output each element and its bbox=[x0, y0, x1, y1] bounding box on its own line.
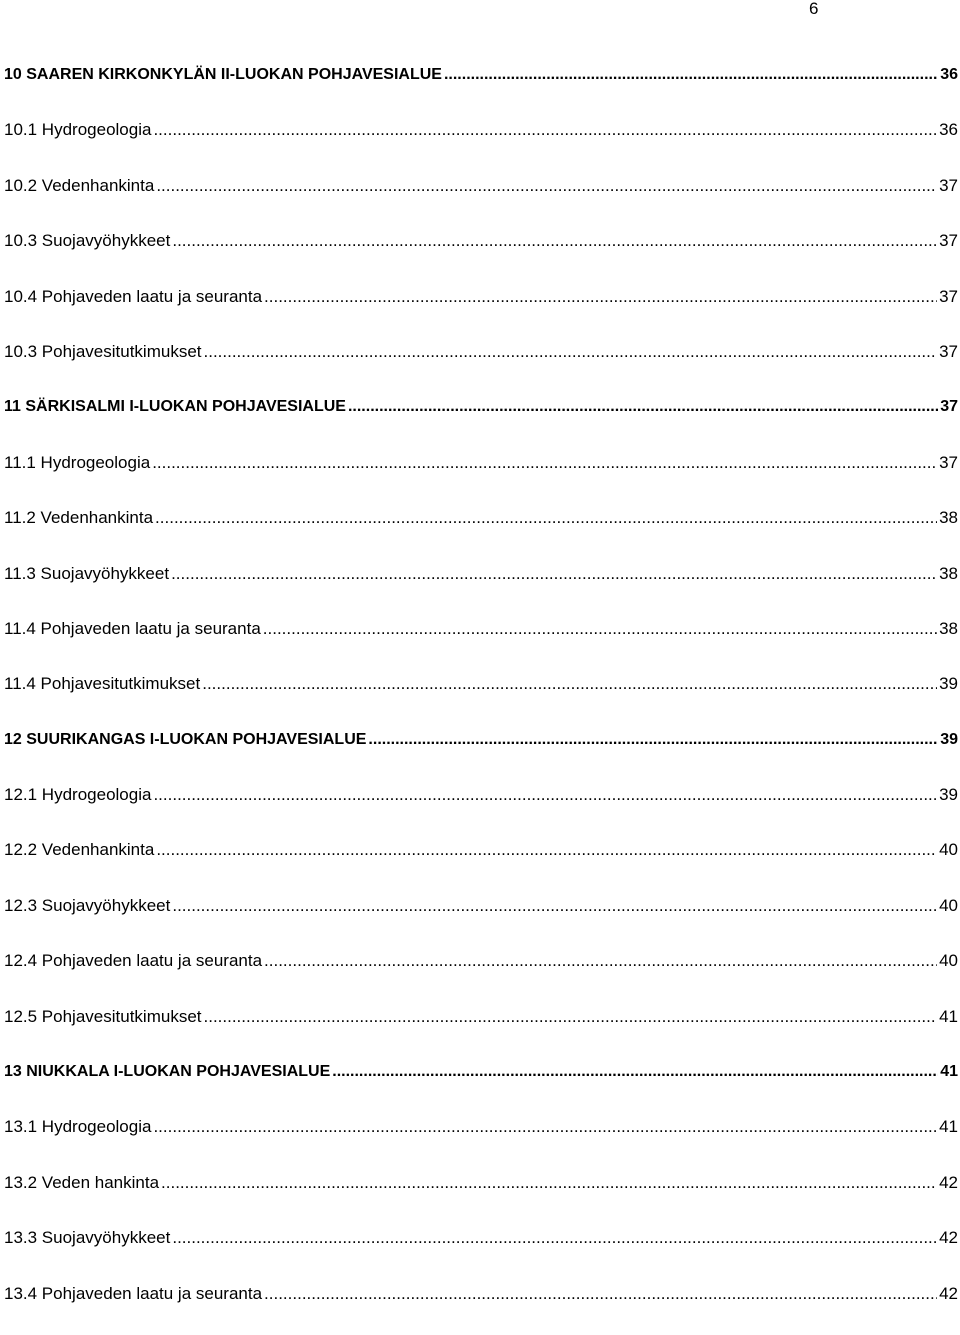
toc-dot-leader bbox=[153, 116, 937, 144]
toc-entry-page: 37 bbox=[939, 286, 958, 306]
toc-dot-leader bbox=[264, 947, 937, 975]
toc-dot-leader bbox=[263, 615, 937, 643]
toc-entry-title: 13 NIUKKALA I-LUOKAN POHJAVESIALUE bbox=[4, 1063, 331, 1081]
toc-entry-page: 36 bbox=[940, 66, 958, 83]
toc-section-entry[interactable] bbox=[0, 560, 960, 588]
toc-entry-page: 40 bbox=[939, 951, 958, 971]
toc-entry-title: 12.4 Pohjaveden laatu ja seuranta bbox=[4, 951, 263, 971]
toc-section-entry[interactable] bbox=[0, 947, 960, 975]
toc-entry-page: 41 bbox=[939, 1006, 958, 1026]
toc-entry-page: 38 bbox=[939, 563, 958, 583]
toc-entry-page: 37 bbox=[939, 175, 958, 195]
toc-entry-title: 12.2 Vedenhankinta bbox=[4, 840, 155, 860]
toc-dot-leader bbox=[152, 449, 937, 477]
toc-entry-page: 42 bbox=[939, 1228, 958, 1248]
toc-entry-title: 11.2 Vedenhankinta bbox=[4, 508, 154, 528]
toc-section-entry[interactable] bbox=[0, 504, 960, 532]
toc-dot-leader bbox=[153, 1113, 937, 1141]
toc-entry-page: 37 bbox=[939, 452, 958, 472]
toc-section-entry[interactable] bbox=[0, 1169, 960, 1197]
toc-section-entry[interactable] bbox=[0, 892, 960, 920]
toc-entry-page: 38 bbox=[939, 508, 958, 528]
toc-entry-page: 37 bbox=[939, 341, 958, 361]
toc-entry-page: 41 bbox=[939, 1117, 958, 1137]
toc-chapter-entry[interactable] bbox=[0, 726, 960, 754]
toc-dot-leader bbox=[264, 1280, 937, 1308]
toc-dot-leader bbox=[348, 393, 938, 421]
toc-entry-title: 11.1 Hydrogeologia bbox=[4, 452, 151, 472]
toc-section-entry[interactable] bbox=[0, 172, 960, 200]
page-number: 6 bbox=[809, 0, 819, 18]
toc-entry-page: 39 bbox=[939, 785, 958, 805]
toc-section-entry[interactable] bbox=[0, 338, 960, 366]
toc-section-entry[interactable] bbox=[0, 1113, 960, 1141]
toc-entry-title: 10.3 Pohjavesitutkimukset bbox=[4, 341, 202, 361]
toc-entry-page: 37 bbox=[940, 398, 958, 416]
toc-entry-page: 39 bbox=[940, 730, 958, 748]
toc-dot-leader bbox=[172, 1224, 937, 1252]
toc-dot-leader bbox=[153, 781, 937, 809]
toc-entry-title: 13.2 Veden hankinta bbox=[4, 1172, 160, 1192]
toc-dot-leader bbox=[368, 726, 938, 754]
toc-section-entry[interactable] bbox=[0, 670, 960, 698]
toc-section-entry[interactable] bbox=[0, 1003, 960, 1031]
toc-entry-page: 40 bbox=[939, 895, 958, 915]
toc-dot-leader bbox=[332, 1058, 938, 1086]
toc-entry-title: 10.4 Pohjaveden laatu ja seuranta bbox=[4, 286, 263, 306]
toc-entry-title: 13.1 Hydrogeologia bbox=[4, 1117, 152, 1137]
toc-dot-leader bbox=[161, 1169, 937, 1197]
toc-dot-leader bbox=[204, 338, 938, 366]
toc-entry-page: 38 bbox=[939, 618, 958, 638]
toc-dot-leader bbox=[155, 504, 937, 532]
toc-section-entry[interactable] bbox=[0, 283, 960, 311]
toc-chapter-entry[interactable] bbox=[0, 1058, 960, 1086]
toc-entry-page: 39 bbox=[939, 674, 958, 694]
toc-dot-leader bbox=[202, 670, 937, 698]
toc-entry-title: 12 SUURIKANGAS I-LUOKAN POHJAVESIALUE bbox=[4, 730, 367, 748]
toc-entry-title: 11 SÄRKISALMI I-LUOKAN POHJAVESIALUE bbox=[4, 398, 346, 416]
toc-entry-title: 11.3 Suojavyöhykkeet bbox=[4, 563, 170, 583]
toc-entry-page: 42 bbox=[939, 1172, 958, 1192]
toc-section-entry[interactable] bbox=[0, 781, 960, 809]
toc-section-entry[interactable] bbox=[0, 615, 960, 643]
toc-section-entry[interactable] bbox=[0, 1224, 960, 1252]
toc-section-entry[interactable] bbox=[0, 449, 960, 477]
toc-dot-leader bbox=[171, 560, 937, 588]
toc-entry-title: 10.1 Hydrogeologia bbox=[4, 120, 152, 140]
toc-entry-page: 41 bbox=[940, 1063, 958, 1081]
table-of-contents bbox=[0, 61, 960, 1335]
toc-dot-leader bbox=[264, 283, 937, 311]
toc-chapter-entry[interactable] bbox=[0, 393, 960, 421]
toc-chapter-entry[interactable] bbox=[0, 61, 960, 89]
toc-dot-leader bbox=[444, 61, 938, 89]
toc-section-entry[interactable] bbox=[0, 1280, 960, 1308]
toc-entry-page: 37 bbox=[939, 231, 958, 251]
toc-dot-leader bbox=[172, 227, 937, 255]
toc-entry-title: 10 SAAREN KIRKONKYLÄN II-LUOKAN POHJAVESIALUE bbox=[4, 66, 442, 83]
toc-entry-page: 42 bbox=[939, 1283, 958, 1303]
toc-dot-leader bbox=[172, 892, 937, 920]
toc-entry-title: 11.4 Pohjavesitutkimukset bbox=[4, 674, 201, 694]
toc-entry-title: 11.4 Pohjaveden laatu ja seuranta bbox=[4, 618, 261, 638]
toc-section-entry[interactable] bbox=[0, 116, 960, 144]
toc-entry-title: 12.1 Hydrogeologia bbox=[4, 785, 152, 805]
toc-entry-page: 36 bbox=[939, 120, 958, 140]
toc-entry-title: 10.2 Vedenhankinta bbox=[4, 175, 155, 195]
toc-entry-title: 13.4 Pohjaveden laatu ja seuranta bbox=[4, 1283, 263, 1303]
toc-section-entry[interactable] bbox=[0, 836, 960, 864]
toc-entry-title: 10.3 Suojavyöhykkeet bbox=[4, 231, 171, 251]
toc-section-entry[interactable] bbox=[0, 227, 960, 255]
toc-dot-leader bbox=[156, 172, 937, 200]
toc-dot-leader bbox=[204, 1003, 938, 1031]
toc-entry-page: 40 bbox=[939, 840, 958, 860]
toc-entry-title: 12.5 Pohjavesitutkimukset bbox=[4, 1006, 202, 1026]
toc-dot-leader bbox=[156, 836, 937, 864]
toc-entry-title: 13.3 Suojavyöhykkeet bbox=[4, 1228, 171, 1248]
toc-entry-title: 12.3 Suojavyöhykkeet bbox=[4, 895, 171, 915]
